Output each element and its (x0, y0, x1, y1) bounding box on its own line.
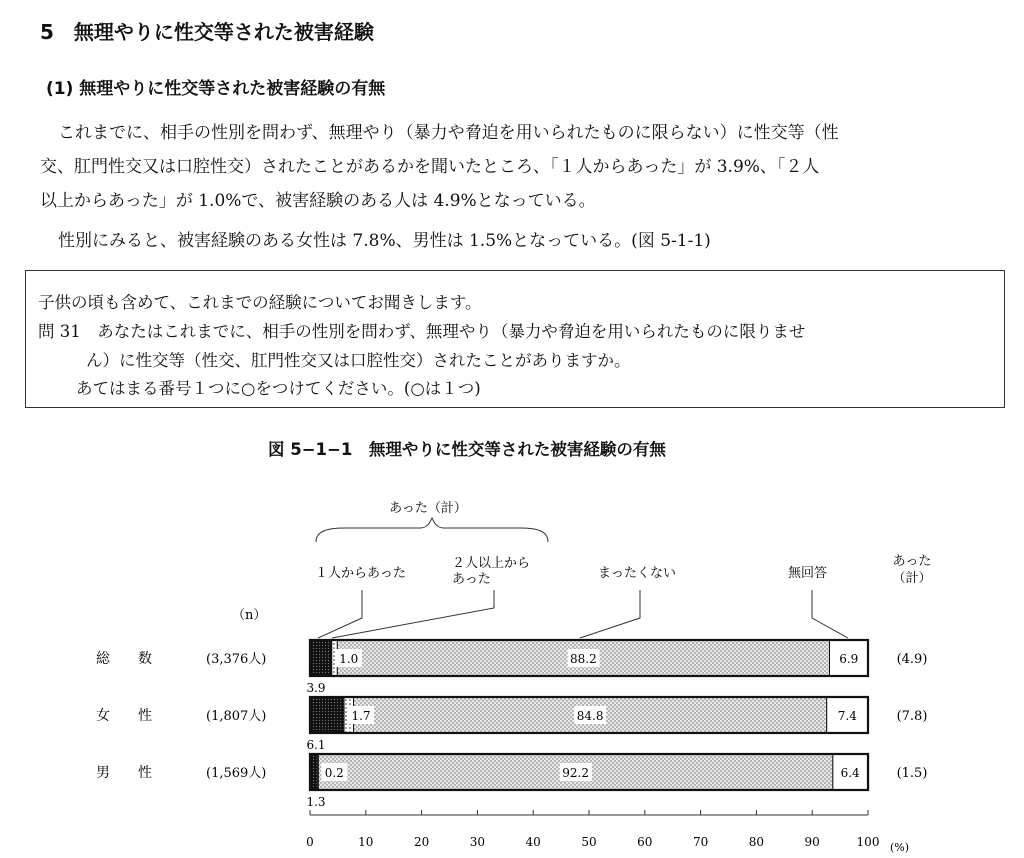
stacked-bar-chart (0, 470, 1024, 858)
leader-line-no-answer (812, 590, 848, 638)
legend-one-label: １人からあった (315, 566, 406, 581)
row-n: (3,376人) (206, 652, 267, 667)
legend-brace (316, 518, 548, 542)
legend-none-label: まったくない (598, 566, 677, 581)
row-label: 総 数 (96, 651, 152, 667)
leader-line-none (580, 590, 640, 638)
x-axis-unit: (%) (890, 841, 910, 854)
data-label-no-answer: 6.9 (839, 652, 859, 666)
data-label-none: 92.2 (562, 766, 589, 780)
legend-no-answer-label: 無回答 (788, 566, 828, 581)
legend-total-label-line2: （計） (892, 571, 932, 586)
data-label-two: 1.7 (351, 709, 371, 723)
data-label-no-answer: 7.4 (837, 709, 857, 723)
data-label-two: 0.2 (324, 766, 344, 780)
data-label-one: 6.1 (306, 738, 326, 752)
paragraph-line: 交、肛門性交又は口腔性交）されたことがあるかを聞いたところ、「１人からあった」が 3.9%、「２人 (40, 157, 820, 177)
x-tick-label: 70 (692, 835, 709, 849)
data-label-none: 84.8 (576, 709, 604, 723)
bar-segment-one (310, 697, 344, 733)
data-label-two: 1.0 (339, 652, 359, 666)
row-total: (1.5) (896, 766, 928, 781)
legend-two-label-line2: あった (452, 572, 491, 587)
paragraph-line: これまでに、相手の性別を問わず、無理やり（暴力や脅迫を用いられたものに限らない）に性交等（性 (58, 123, 839, 143)
x-tick-label: 100 (856, 835, 880, 849)
n-header: （n） (232, 608, 267, 623)
legend-total-label-line1: あった (892, 554, 932, 569)
row-n: (1,569人) (206, 766, 267, 781)
x-tick-label: 20 (413, 835, 430, 849)
x-tick-label: 60 (637, 835, 653, 849)
question-box (25, 270, 1005, 408)
x-axis-ticks (306, 810, 879, 849)
chart-rows (96, 640, 927, 809)
figure-title: 図 5−1−1 無理やりに性交等された被害経験の有無 (268, 440, 666, 459)
section-subtitle: (1) 無理やりに性交等された被害経験の有無 (46, 79, 386, 99)
row-total: (7.8) (896, 709, 928, 724)
x-tick-label: 0 (306, 835, 314, 849)
leader-line-one (318, 590, 362, 638)
row-n: (1,807人) (206, 709, 267, 724)
x-tick-label: 50 (581, 835, 597, 849)
data-label-no-answer: 6.4 (840, 766, 860, 780)
paragraph-line: 性別にみると、被害経験のある女性は 7.8%、男性は 1.5%となっている。(図 5-1-1) (58, 231, 711, 251)
data-label-one: 1.3 (306, 795, 326, 809)
paragraph-line: 以上からあった」が 1.0%で、被害経験のある人は 4.9%となっている。 (40, 191, 596, 211)
x-tick-label: 30 (469, 835, 486, 849)
bar-segment-one (310, 640, 332, 676)
x-tick-label: 10 (358, 835, 374, 849)
section-title: 5 無理やりに性交等された被害経験 (40, 20, 374, 44)
x-tick-label: 80 (748, 835, 765, 849)
data-label-none: 88.2 (570, 652, 597, 666)
question-intro: 子供の頃も含めて、これまでの経験についてお聞きします。 (38, 293, 482, 312)
question-instruction: あてはまる番号１つに○をつけてください。(○は１つ) (76, 379, 481, 398)
question-text: 問 31 あなたはこれまでに、相手の性別を問わず、無理やり（暴力や脅迫を用いられたものに限りませ (38, 322, 806, 341)
row-label: 女 性 (96, 708, 152, 724)
x-tick-label: 40 (525, 835, 541, 849)
row-label: 男 性 (96, 765, 152, 781)
legend-two-label-line1: ２人以上から (452, 556, 531, 571)
legend-group-label: あった（計） (389, 501, 467, 516)
data-label-one: 3.9 (306, 681, 326, 695)
question-text-cont: ん）に性交等（性交、肛門性交又は口腔性交）されたことがありますか。 (86, 351, 631, 370)
leader-line-two (332, 590, 494, 638)
row-total: (4.9) (896, 652, 928, 667)
x-tick-label: 90 (804, 835, 820, 849)
